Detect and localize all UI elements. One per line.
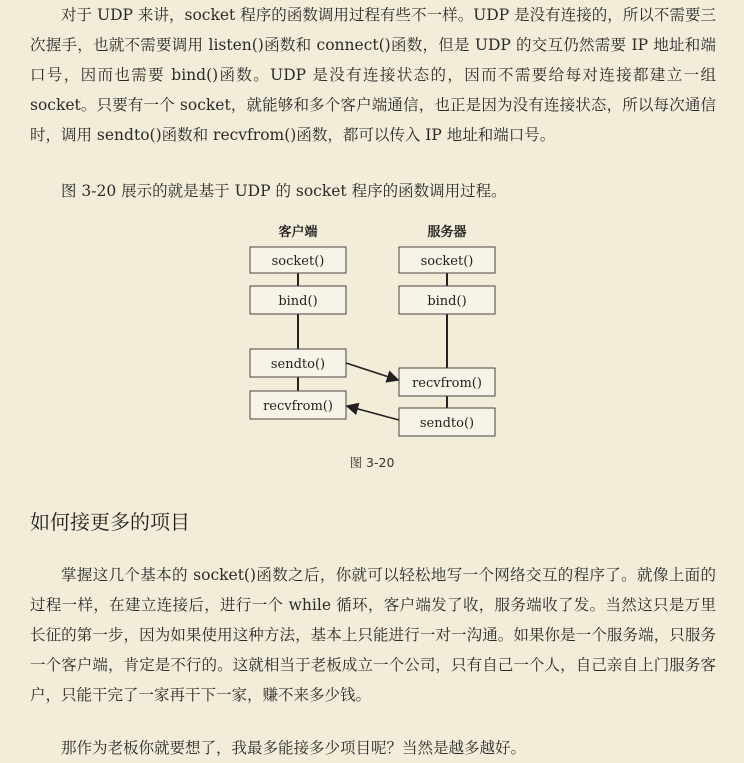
paragraph-figure-ref: 图 3-20 展示的就是基于 UDP 的 socket 程序的函数调用过程。: [61, 182, 507, 200]
server-title: 服务器: [427, 225, 467, 240]
udp-call-flow-diagram: [0, 216, 744, 478]
figure-caption: 图 3-20: [349, 455, 395, 470]
server-label-socket: socket(): [420, 254, 474, 269]
server-label-sendto: sendto(): [419, 416, 475, 431]
arrow-client-sendto-to-server-recvfrom: [346, 363, 398, 380]
server-label-bind: bind(): [427, 294, 467, 309]
client-label-bind: bind(): [278, 294, 318, 309]
arrow-server-sendto-to-client-recvfrom: [347, 406, 399, 420]
client-label-recvfrom: recvfrom(): [263, 399, 333, 414]
paragraph-udp-intro: 对于 UDP 来讲，socket 程序的函数调用过程有些不一样。UDP 是没有连接的，所以不需要三次握手，也就不需要调用 listen()函数和 connect()函数，但是 UDP 的交互仍然需要 IP 地址和端口号，因而也需要 bind()函数。UDP 是没有连接状态的，因而不需要给每对连接都建立一组 socket。只要有一个 socket，就能够和多个客户端通信，也正是因为没有连接状态，所以每次通信时，调用 sendto()函数和 recvfrom()函数，都可以传入 IP 地址和端口号。: [30, 6, 716, 144]
client-label-sendto: sendto(): [270, 357, 326, 372]
paragraph-socket-basics: 掌握这几个基本的 socket()函数之后，你就可以轻松地写一个网络交互的程序了。就像上面的过程一样，在建立连接后，进行一个 while 循环，客户端发了收，服务端收了发。当然这只是万里长征的第一步，因为如果使用这种方法，基本上只能进行一对一沟通。如果你是一个服务端，只服务一个客户端，肯定是不行的。这就相当于老板成立一个公司，只有自己一个人，自己亲自上门服务客户，只能干完了一家再干下一家，赚不来多少钱。: [30, 566, 716, 704]
server-label-recvfrom: recvfrom(): [412, 376, 482, 391]
client-label-socket: socket(): [271, 254, 325, 269]
paragraph-more-projects: 那作为老板你就要想了，我最多能接多少项目呢？当然是越多越好。: [61, 739, 527, 757]
client-title: 客户端: [278, 225, 318, 240]
section-heading: 如何接更多的项目: [30, 510, 190, 534]
